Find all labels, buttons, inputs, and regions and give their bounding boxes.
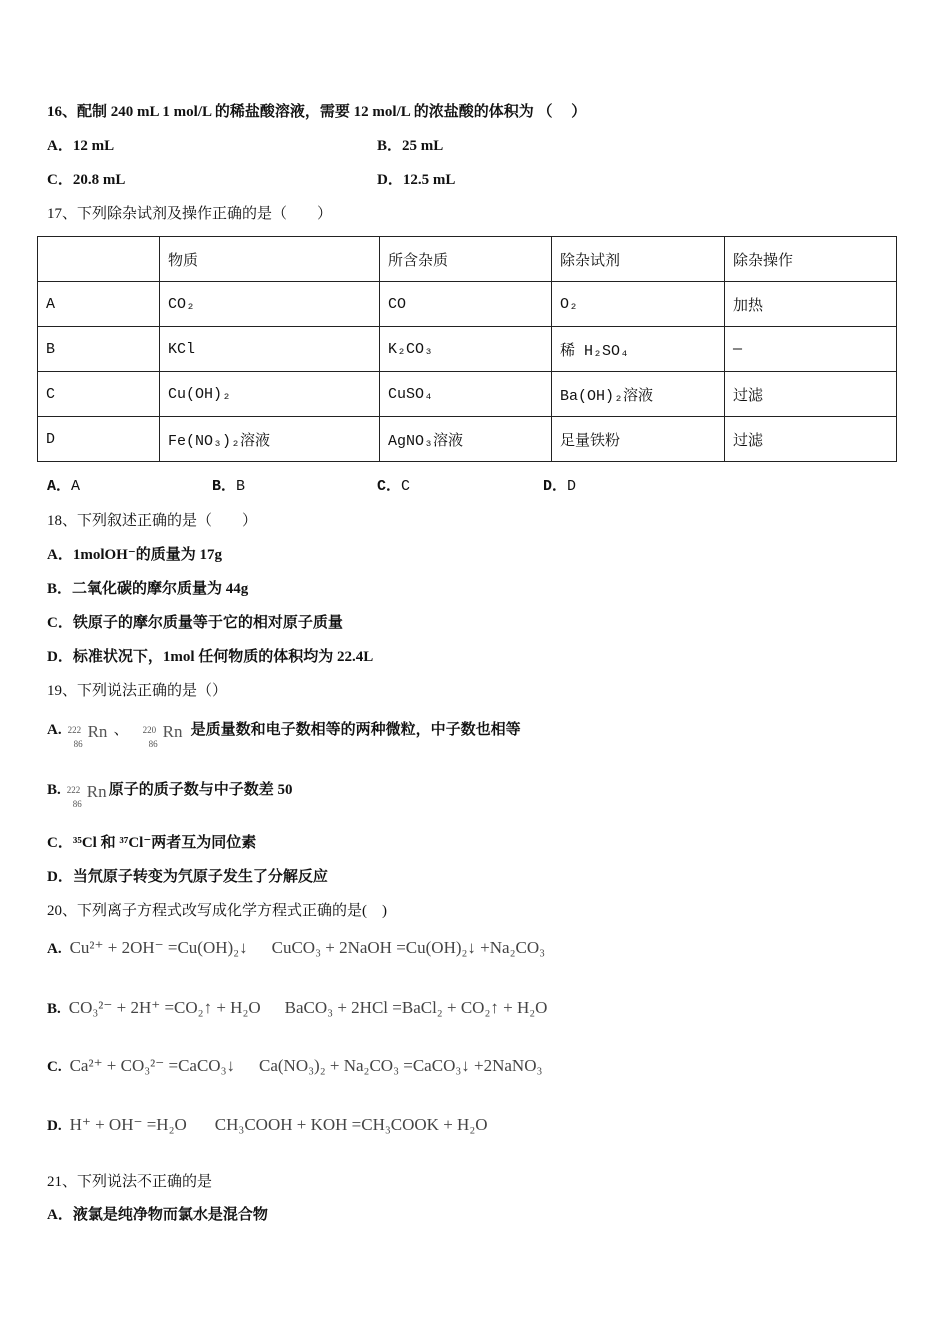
element-symbol: Rn bbox=[162, 722, 183, 741]
option-label: C． bbox=[47, 835, 73, 851]
q17-option-c[interactable] bbox=[377, 477, 410, 497]
chemical-equation: BaCO₃ + 2HCl =BaCl₂ + CO₂↑ + H₂O bbox=[284, 998, 548, 1017]
q21-stem: 21、下列说法不正确的是 bbox=[47, 1174, 213, 1190]
table-row bbox=[38, 417, 897, 462]
table-cell: 足量铁粉 bbox=[552, 417, 725, 462]
q20-option-c[interactable] bbox=[47, 1056, 542, 1077]
q16-option-a[interactable] bbox=[47, 136, 114, 156]
q16-option-b[interactable] bbox=[377, 136, 443, 156]
atomic-number: 86 bbox=[72, 799, 82, 809]
option-label: D． bbox=[47, 649, 73, 665]
option-text: 12 mL bbox=[72, 138, 115, 154]
option-text: 二氧化碳的摩尔质量为 44g bbox=[72, 581, 249, 597]
table-header-row bbox=[38, 237, 897, 282]
q19-stem: 19、下列说法正确的是（） bbox=[47, 683, 228, 699]
chemical-equation: CH₃COOH + KOH =CH₃COOK + H₂O bbox=[214, 1115, 488, 1134]
isotope-rn-220 bbox=[142, 716, 185, 749]
table-cell: D bbox=[38, 417, 160, 462]
isotope-rn-222 bbox=[67, 716, 110, 749]
ionic-equation: CO₃²⁻ + 2H⁺ =CO₂↑ + H₂O bbox=[68, 998, 261, 1017]
table-cell: 过滤 bbox=[725, 417, 897, 462]
table-cell: 过滤 bbox=[725, 372, 897, 417]
table-cell: Fe(NO₃)₂溶液 bbox=[160, 417, 380, 462]
table-header: 所含杂质 bbox=[380, 237, 552, 282]
option-text: 原子的质子数与中子数差 50 bbox=[108, 782, 293, 798]
table-cell: — bbox=[725, 327, 897, 372]
ionic-equation: Cu²⁺ + 2OH⁻ =Cu(OH)₂↓ bbox=[69, 938, 248, 957]
option-label: C. bbox=[47, 1059, 62, 1075]
mass-number: 220 bbox=[142, 725, 157, 735]
table-cell: CuSO₄ bbox=[380, 372, 552, 417]
table-cell: CO bbox=[380, 282, 552, 327]
table-cell: Cu(OH)₂ bbox=[160, 372, 380, 417]
table-row bbox=[38, 282, 897, 327]
q18-option-b[interactable] bbox=[47, 579, 248, 599]
q17-stem: 17、下列除杂试剂及操作正确的是（ ） bbox=[47, 206, 333, 222]
q18-option-d[interactable] bbox=[47, 647, 373, 667]
atomic-number: 86 bbox=[148, 739, 158, 749]
chemical-equation: Ca(NO₃)₂ + Na₂CO₃ =CaCO₃↓ +2NaNO₃ bbox=[259, 1056, 543, 1075]
q18-stem: 18、下列叙述正确的是（ ） bbox=[47, 513, 258, 529]
table-cell: 稀 H₂SO₄ bbox=[552, 327, 725, 372]
option-label: C． bbox=[47, 615, 73, 631]
table-header: 物质 bbox=[160, 237, 380, 282]
table-cell: A bbox=[38, 282, 160, 327]
element-symbol: Rn bbox=[87, 722, 108, 741]
q20-option-a[interactable] bbox=[47, 938, 545, 959]
mass-number: 222 bbox=[67, 725, 82, 735]
option-label: A． bbox=[47, 478, 72, 495]
option-label: B． bbox=[377, 138, 403, 154]
option-text: 铁原子的摩尔质量等于它的相对原子质量 bbox=[72, 615, 343, 631]
atomic-number: 86 bbox=[73, 739, 83, 749]
table-row bbox=[38, 372, 897, 417]
ionic-equation: Ca²⁺ + CO₃²⁻ =CaCO₃↓ bbox=[69, 1056, 236, 1075]
separator: 、 bbox=[113, 722, 129, 738]
table-header bbox=[38, 237, 160, 282]
option-label: B． bbox=[212, 478, 237, 495]
q16-stem: 16、配制 240 mL 1 mol/L 的稀盐酸溶液，需要 12 mol/L 的浓盐酸的体积为 （ ） bbox=[47, 104, 587, 120]
option-label: A. bbox=[47, 941, 62, 957]
option-label: D． bbox=[47, 869, 73, 885]
option-label: A. bbox=[47, 722, 62, 738]
element-symbol: Rn bbox=[86, 782, 107, 801]
q19-option-b[interactable] bbox=[47, 776, 293, 809]
q18-option-a[interactable] bbox=[47, 545, 222, 565]
option-label: C． bbox=[47, 172, 73, 188]
option-label: A． bbox=[47, 547, 73, 563]
table-cell: O₂ bbox=[552, 282, 725, 327]
option-text: B bbox=[236, 478, 246, 495]
table-cell: B bbox=[38, 327, 160, 372]
q16-option-c[interactable] bbox=[47, 170, 125, 190]
q20-option-d[interactable] bbox=[47, 1115, 488, 1136]
q20-option-b[interactable] bbox=[47, 998, 547, 1019]
option-text: 1molOH⁻的质量为 17g bbox=[72, 547, 223, 563]
option-text: D bbox=[567, 478, 577, 495]
option-text: ³⁵Cl 和 ³⁷Cl⁻两者互为同位素 bbox=[72, 835, 257, 851]
q18-option-c[interactable] bbox=[47, 613, 343, 633]
table-cell: Ba(OH)₂溶液 bbox=[552, 372, 725, 417]
q17-option-b[interactable] bbox=[212, 477, 245, 497]
option-text: 25 mL bbox=[402, 138, 444, 154]
q17-option-d[interactable] bbox=[543, 477, 576, 497]
table-cell: KCl bbox=[160, 327, 380, 372]
table-cell: C bbox=[38, 372, 160, 417]
option-text: 液氯是纯净物而氯水是混合物 bbox=[72, 1207, 268, 1223]
option-text: 标准状况下，1mol 任何物质的体积均为 22.4L bbox=[72, 649, 374, 665]
option-label: B． bbox=[47, 581, 73, 597]
mass-number: 222 bbox=[66, 785, 81, 795]
q19-option-d[interactable] bbox=[47, 867, 328, 887]
option-label: A． bbox=[47, 138, 73, 154]
option-label: A． bbox=[47, 1207, 73, 1223]
q20-stem: 20、下列离子方程式改写成化学方程式正确的是( ) bbox=[47, 903, 387, 919]
q16-option-d[interactable] bbox=[377, 170, 455, 190]
option-text: 是质量数和电子数相等的两种微粒，中子数也相等 bbox=[190, 722, 521, 738]
ionic-equation: H⁺ + OH⁻ =H₂O bbox=[69, 1115, 187, 1134]
isotope-rn-222 bbox=[66, 776, 109, 809]
option-label: B. bbox=[47, 782, 61, 798]
option-text: 12.5 mL bbox=[402, 172, 456, 188]
chemical-equation: CuCO₃ + 2NaOH =Cu(OH)₂↓ +Na₂CO₃ bbox=[271, 938, 546, 957]
option-label: D. bbox=[47, 1118, 62, 1134]
option-label: D． bbox=[543, 478, 568, 495]
table-cell: CO₂ bbox=[160, 282, 380, 327]
table-row bbox=[38, 327, 897, 372]
table-cell: AgNO₃溶液 bbox=[380, 417, 552, 462]
q19-option-c[interactable] bbox=[47, 833, 256, 853]
q17-table bbox=[37, 236, 897, 462]
table-header: 除杂试剂 bbox=[552, 237, 725, 282]
q19-option-a[interactable] bbox=[47, 716, 521, 749]
table-cell: 加热 bbox=[725, 282, 897, 327]
option-label: C． bbox=[377, 478, 402, 495]
option-label: D． bbox=[377, 172, 403, 188]
table-header: 除杂操作 bbox=[725, 237, 897, 282]
option-text: 当氘原子转变为氕原子发生了分解反应 bbox=[72, 869, 328, 885]
option-label: B. bbox=[47, 1001, 61, 1017]
option-text: A bbox=[71, 478, 81, 495]
q17-option-a[interactable] bbox=[47, 477, 80, 497]
q21-option-a[interactable] bbox=[47, 1205, 268, 1225]
option-text: 20.8 mL bbox=[72, 172, 126, 188]
table-cell: K₂CO₃ bbox=[380, 327, 552, 372]
option-text: C bbox=[401, 478, 411, 495]
